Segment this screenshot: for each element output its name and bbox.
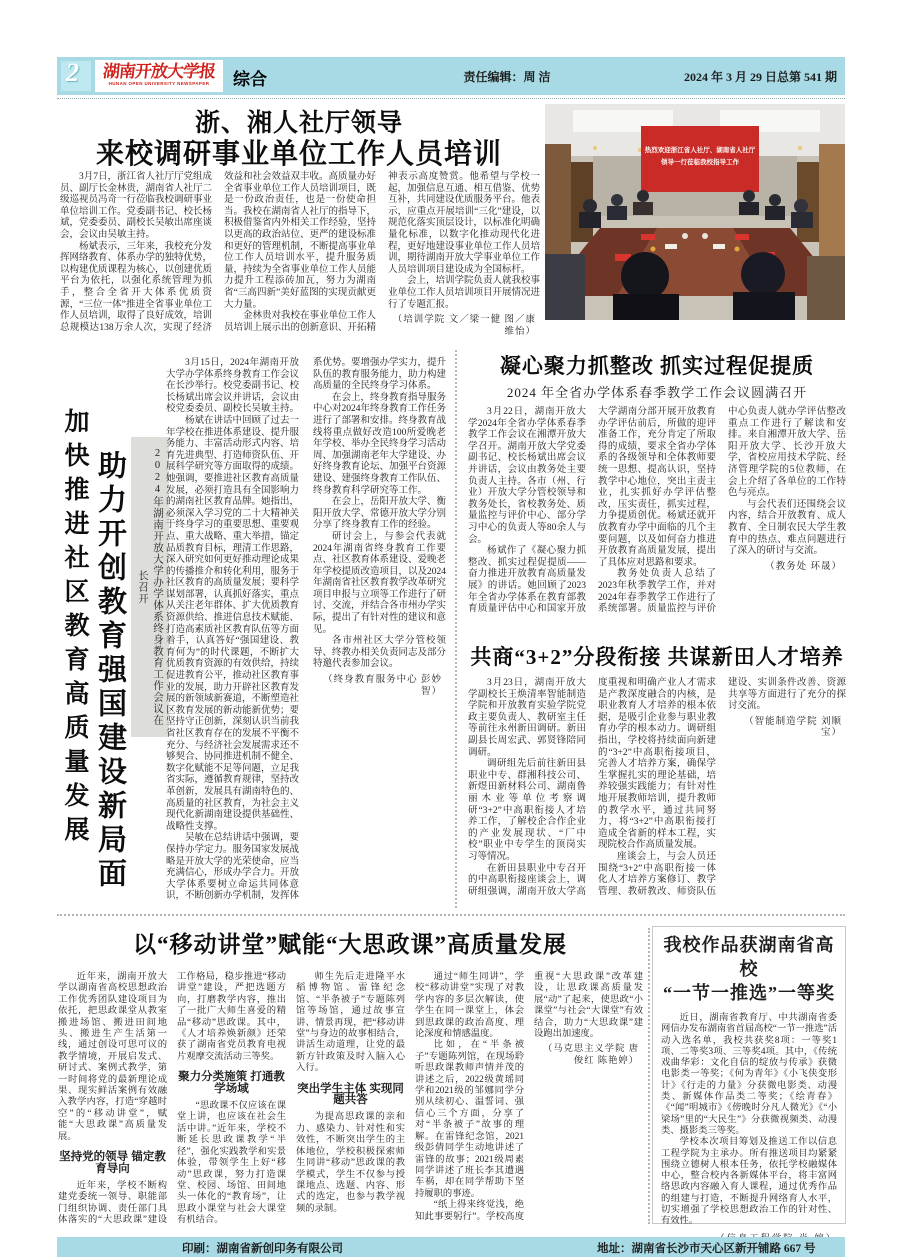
masthead-chinese: 湖南开放大学报 xyxy=(102,62,216,81)
footer-print-info: 印刷：湖南省新创印务有限公司 xyxy=(182,1243,343,1255)
footer-address: 地址：湖南省长沙市天心区新开铺路 667 号 xyxy=(597,1243,816,1255)
headline-xintian: 共商“3+2”分段衔接 共谋新田人才培养 xyxy=(470,645,844,669)
paragraph: 3月23日，湖南开放大学副校长王焕清率智能制造学院和开放教育实验学院党政主要负责人、教研室主任等前往永州新田调研。新田副县长周宏武、郭贤锋陪同调研。 xyxy=(468,678,586,758)
conference-photo xyxy=(545,104,845,320)
paragraph: 近年来，学校不断构建党委统一领导、职能部门组织协调、责任部门具体落实的“大思政课”建设工作格局，稳步推进“移动讲堂”建设，严把选题方向，打磨教学内容，推出了一批广大师生喜爱的精品“移动”思政课。其中，《人才培养焕新颜》还荣获了湖南省党员教育电视片观摩交流活动三等奖。 xyxy=(58,972,286,1226)
article-lifelong-byline: （终身教育服务中心 彭妙智） xyxy=(323,675,442,697)
subhead-teaching-field: 聚力分类施策 打通教学场域 xyxy=(178,1071,285,1095)
masthead-english: HUNAN OPEN UNIVERSITY NEWSPAPER xyxy=(108,81,210,86)
header-band xyxy=(57,57,845,95)
vertical-divider-middle xyxy=(455,350,457,908)
paragraph: 近日，湖南省教育厅、中共湖南省委网信办发布湖南省首届高校“一节一推选”活动入选名单，我校共获奖8项：一等奖1项、二等奖3项、三等奖4项。其中，《传统戏曲华彩：文化自信的绽放与传承》获微电影类一等奖；《何为青年》《小飞侠变形计》《行走的力量》分获微电影类、动漫类、新媒体作品类二等奖；《绘青春》《“闻”明城市》《傍晚时分凡人微光》《“小梁场”里的“大民生”》分获微视频类、动漫类、摄影类三等奖。 xyxy=(661,1013,837,1136)
paragraph: 3月7日，浙江省人社厅厅党组成员、副厅长金林贵，湖南省人社厅二级巡视员冯奇一行莅临我校调研事业单位培训工作。党委副书记、校长杨斌，党委委员、副校长吴敏出席座谈会，会议由吴敏主持。 xyxy=(60,172,213,240)
paragraph: 杨斌在讲话中回顾了过去一年学校在推进体系建设、提升服务能力、丰富活动形式内容、培育先进典型、打造师资队伍、开展科学研究等方面取得的成绩。她强调，要推进社区教育高质量发展，必须打造具有全国影响力的湖南社区教育品牌。她指出，必须深入学习党的二十大精神关于终身学习的重要思想、重要观点、重大战略、重大举措，锚定品质教育目标，理清工作思路，深入研究如何更好推动理论成果的传播推介和转化利用，服务于社区教育的高质量发展；要科学谋划部署，认真抓好落实，重点从关注老年群体、扩大优质教育资源供给、推进信息技术赋能、打造高素质社区教育队伍等方面着手，认真答好“强国建设、教育何为”的时代课题，不断扩大优质教育资源的有效供给，持续促进教育公平，推动社区教育事业的发展，助力开辟社区教育发展的新领域新赛道，不断塑造社区教育发展的新动能新优势；要坚持守正创新，深刻认识当前我省社区教育存在的发展不平衡不充分、与经济社会发展需求还不够契合、协同推进机制不健全、数字化赋能不足等问题，立足我省实际，遵循教育规律，坚持改革创新，发展具有湖南特色的、高质量的社区教育，为社会主义现代化新湖南建设提供基础性、战略性支撑。 xyxy=(166,415,300,832)
article-award xyxy=(652,926,846,1227)
paragraph: 研讨会上，与参会代表就2024年湖南省终身教育工作要点、社区教育体系建设、爱晚老年学校提质改造项目，以及2024年湖南省社区教育教学改革研究项目申报与立项等工作进行了研讨、交流，并结合各市州办学实际，提出了有针对性的建议和意见。 xyxy=(313,531,447,635)
editor-credit: 责任编辑：周 洁 xyxy=(463,70,551,84)
headline-teaching: 凝心聚力抓整改 抓实过程促提质 xyxy=(499,354,815,378)
masthead xyxy=(95,60,223,92)
paragraph: 座谈会上，与会人员还围绕“3+2”中高职衔接一体化人才培养方案修订、教学管理、教研教改、师资队伍建设、实训条件改善、资源共享等方面进行了充分的探讨交流。 xyxy=(598,678,846,897)
article-award-paragraphs xyxy=(661,1013,837,1228)
subhead-student-主体: 突出学生主体 实现同题共答 xyxy=(297,1082,404,1107)
paragraph: 在会上，岳阳开放大学、衡阳开放大学、常德开放大学分别分享了终身教育工作的经验。 xyxy=(313,497,447,531)
paragraph: 金林贵对我校在事业单位工作人员培训上展示出的创新意识、开拓精神表示高度赞赏。他希望与学校一起，加强信息互通、相互借鉴、优势互补，共同建设优质服务平台。他表示，应重点开展培训“三化”建设，以规范化落实顶层设计，以标准化明确量化标准，以数字化推动现代化进程，更好地建设事业单位工作人员培训，期待湖南开放大学事业单位工作人员培训项目建设成为全国标杆。 xyxy=(224,172,541,333)
paragraph: 师生先后走进隆平水稻博物馆、雷锋纪念馆、“半条被子”专题陈列馆等场馆，通过故事宣讲、情景再现，把“移动讲堂”与身边的故事相结合，讲活生动道理，让党的最新方针政策及时入脑入心入行。 xyxy=(296,972,405,1074)
subtitle-teaching: 2024 年全省办学体系春季教学工作会议圆满召开 xyxy=(506,385,808,400)
vertical-divider-bottom xyxy=(648,928,650,1224)
paragraph: 会上，培训学院负责人就我校事业单位工作人员培训项目开展情况进行了专题汇报。 xyxy=(388,276,541,310)
paragraph: 吴敏在总结讲话中强调，要保持办学定力。服务国家发展战略是开放大学的光荣使命，应当充满信心，形成办学合力。开放大学体系要树立命运共同体意识，不断创新办学机制，发挥体系优势。要增强办学实力，提升队伍的教育服务能力，助力构建高质量的全民终身学习体系。 xyxy=(166,358,447,902)
headline-training-line1: 浙、湘人社厅领导 xyxy=(194,110,403,137)
article-teaching-paragraphs xyxy=(468,407,846,627)
article-xintian-body xyxy=(468,678,846,906)
paragraph: 近年来，湖南开放大学以湖南省高校思想政治工作优秀团队建设项目为依托，把思政课堂从教室搬进场馆、搬进田间地头、搬进生产生活第一线，通过创设可思可议的教学情境，开展启发式、研讨式、案例式教学，第一时间将党的最新理论成果、现实鲜活案例有效融入教学内容，打造“穿越时空”的“移动讲堂”，赋能“大思政课”高质量发展。 xyxy=(58,972,167,1142)
page-number: 2 xyxy=(66,58,79,87)
horizontal-divider-bottom xyxy=(57,914,845,916)
article-mobile-intro xyxy=(58,972,167,1143)
paragraph: 各市州社区大学分管校领导、终教办相关负责同志及部分特邀代表参加会议。 xyxy=(313,636,447,670)
article-lifelong-body xyxy=(166,358,446,906)
paragraph: 比如，在“半条被子”专题陈列馆，在现场聆听思政课教师声情并茂的讲述之后，2022级黄瑶同学和2021级的邹娜同学分别从续初心、温誓词、强信心三个方面，分享了对“半条被子”故事的理解。在雷锋纪念馆，2021级彭倩同学生动地讲述了雷锋的故事；2021级周素同学讲述了班长李其遭遇车祸，却在同学帮助下坚持履职的事迹。 xyxy=(415,1040,524,1199)
article-training-body xyxy=(60,172,540,345)
paragraph: 学校本次项目筹划及推送工作以信息工程学院为主承办。所有推送项目均紧紧围绕立德树人根本任务，依托学校融媒体中心，整合校内各新媒体平台，将丰富网络思政内容融入育人课程，通过优秀作品的组建与打造，不断提升网络育人水平，切实增强了学校思想政治工作的针对性、有效性。 xyxy=(661,1137,837,1227)
headline-mobile: 以“移动讲堂”赋能“大思政课”高质量发展 xyxy=(133,932,567,957)
paragraph: 3月22日，湖南开放大学2024年全省办学体系春季教学工作会议在湘潭开放大学召开。湖南开放大学党委副书记、校长杨斌出席会议并讲话，会议由教务处主要负责人主持。各市（州、行业）开放大学分管校领导和教务处长，省校教务处、质量监控与评价中心、部分学习中心的负责人等80余人与会。 xyxy=(468,407,586,545)
article-training-byline: （培训学院 文／梁一健 图／康维怡） xyxy=(392,315,536,337)
article-teaching-byline: （教务处 环晟） xyxy=(765,561,842,572)
paragraph: 与会代表们还围绕会议内容，结合开放教育、成人教育、全日制农民大学生教育中的热点、难点问题进行了深入的研讨与交流。 xyxy=(728,499,846,557)
paragraph: “思政课不仅应该在课堂上讲，也应该在社会生活中讲。”近年来，学校不断延长思政课教学“半径”，强化实践教学和实景体验，带领学生上好“移动”思政课，努力打造课堂、校园、场馆、田间地头一体化的“教育场”，让思政小课堂与社会大课堂有机结合。 xyxy=(177,1101,286,1226)
photo-banner-text-line2: 领导一行莅临我校指导工作 xyxy=(661,159,739,166)
article-teaching-body xyxy=(468,407,846,627)
paragraph: 在新田县职业中专召开的中高职衔接座谈会上，调研组强调，湖南开放大学高度重视和明确产业人才需求是产教深度融合的内核，是职业教育人才培养的根本依据，是吸引企业参与职业教育办学的根本动力。调研组指出，学校将持续面向新建的“3+2”中高职衔接项目，完善人才培养方案，确保学生掌握扎实的理论基础，培养较强实践能力；有针对性地开展教师培训，提升教师的教学水平，通过共同努力，将“3+2”中高职衔接打造成全省新的样本工程，实现院校合作高质量发展。 xyxy=(468,678,716,897)
paragraph: 调研组先后前往新田县职业中专、群湘科技公司、新煜田新材料公司、湖南鲁丽木业等单位考察调研“3+2”中高职衔接人才培养工作，了解校企合作企业的产业发展现状、“厂中校”职业中专学生的顶岗实习等情况。 xyxy=(468,759,586,862)
headline-award-line2: “一节一推选”一等奖 xyxy=(663,983,835,1003)
paragraph: “纸上得来终觉浅，绝知此事要躬行”。学校高度重视“大思政课”改革建设，让思政课高质量发展“动”了起来，使思政“小课堂”与社会“大课堂”有效结合，助力“大思政课”建设跑出加速度。 xyxy=(415,972,643,1222)
headline-training-line2: 来校调研事业单位工作人员培训 xyxy=(95,139,502,170)
article-mobile-byline: （马克思主义学院 唐俊红 陈艳婷） xyxy=(543,1044,639,1066)
subtitle-lifelong: 2024年湖南开放大学办学体系终身教育工作会议在长召开 xyxy=(131,437,169,737)
date-issue: 2024 年 3 月 29 日总第 541 期 xyxy=(683,70,837,84)
article-mobile-body xyxy=(58,972,643,1234)
paragraph: 杨斌表示，三年来，我校充分发挥网络教育、体系办学的独特优势，以构建优质课程为核心，以创建优质平台为依托，以强化系统管理为抓手，整合全省开大体系优质资源，“三位一体”推进全省事业单位工作人员培训，取得了良好成效，培训总规模达138万余人次，实现了经济效益和社会效益双丰收。高质量办好全省事业单位工作人员培训项目，既是一份政治责任，也是一份使命担当。我校在湖南省人社厅的指导下，积极借鉴省内外相关工作经验，坚持以更高的政治站位、更严的建设标准和更好的管理机制，不断提高事业单位工作人员培训水平，提升服务质量，持续为全省事业单位工作人员能力提升工程添砖加瓦，努力为湖南省“三高四新”美好蓝图的实现贡献更大力量。 xyxy=(60,172,377,333)
headline-lifelong-kicker: 加快推进社区教育高质量发展 xyxy=(61,408,88,850)
article-award-body xyxy=(661,1013,837,1245)
headline-award-line1: 我校作品获湖南省高校 xyxy=(663,935,835,979)
paragraph: 教务处负责人总结了2023年秋季教学工作，并对2024年春季教学工作进行了系统部署。质量监控与评价中心负责人就办学评估整改重点工作进行了解读和安排。来自湘潭开放大学、岳阳开放大学、长沙开放大学，省校应用技术学院、经济管理学院的5位教师，在会上介绍了各单位的工作特色与亮点。 xyxy=(598,407,846,615)
headline-award xyxy=(661,933,837,1005)
paragraph: 杨斌作了《凝心聚力抓整改、抓实过程促提质——奋力推进开放教育高质量发展》的讲话。她回顾了2023年全省办学体系在教育部教育质量评估中心和国家开放大学湖南分部开展开放教育办学评估前后，所做的迎评准备工作，充分肯定了所取得的成绩，要求全省办学体系的各级领导和全体教师要统一思想、提高认识，坚持教学中心地位，突出主责主业，扎实抓好办学评估整改，压实责任，抓实过程，力争提质创优。杨斌还就开放教育办学中面临的几个主要问题，以及如何奋力推进开放教育高质量发展，提出了具体应对思路和要求。 xyxy=(468,407,716,615)
paragraph: 在会上，终身教育指导服务中心对2024年终身教育工作任务进行了部署和安排。终身教育战线将重点做好改造100所爱晚老年学校、举办全民终身学习活动周、加强湖南老年大学建设、办好终身教育论坛、加强平台资源建设、建强终身教育工作队伍、终身教育科学研究等工作。 xyxy=(313,392,447,496)
header-rule xyxy=(57,98,845,99)
paragraph: 为提高思政课的亲和力、感染力、针对性和实效性，不断突出学生的主体地位，学校积极探索师生同讲“移动”思政课的教学模式，学生不仅参与授课地点、选题、内容、形式的选定，也参与教学视频的录制。 xyxy=(296,1112,405,1214)
paragraph: 3月15日，2024年湖南开放大学办学体系终身教育工作会议在长沙举行。校党委副书记、校长杨斌出席会议并讲话，会议由校党委委员、副校长吴敏主持。 xyxy=(166,358,300,415)
subhead-party-leadership: 坚持党的领导 锚定教育导向 xyxy=(59,1151,166,1175)
paragraph: 通过“师生同讲”，学校“移动讲堂”实现了对教学内容的多层次解读，使学生在同一课堂上，体会到思政课的政治高度、理论深度和情感温度。 xyxy=(415,972,524,1040)
headline-lifelong-main: 助力开创教育强国建设新局面 xyxy=(94,450,126,892)
photo-banner-text-line1: 热烈欢迎浙江省人社厅、湖南省人社厅 xyxy=(644,147,756,154)
article-lifelong-paragraphs xyxy=(166,358,446,906)
footer-band xyxy=(57,1237,845,1257)
article-xintian-byline: （智能制造学院 刘顺宝） xyxy=(744,716,842,739)
article-xintian-paragraphs xyxy=(468,678,846,906)
section-name: 综合 xyxy=(233,70,267,89)
